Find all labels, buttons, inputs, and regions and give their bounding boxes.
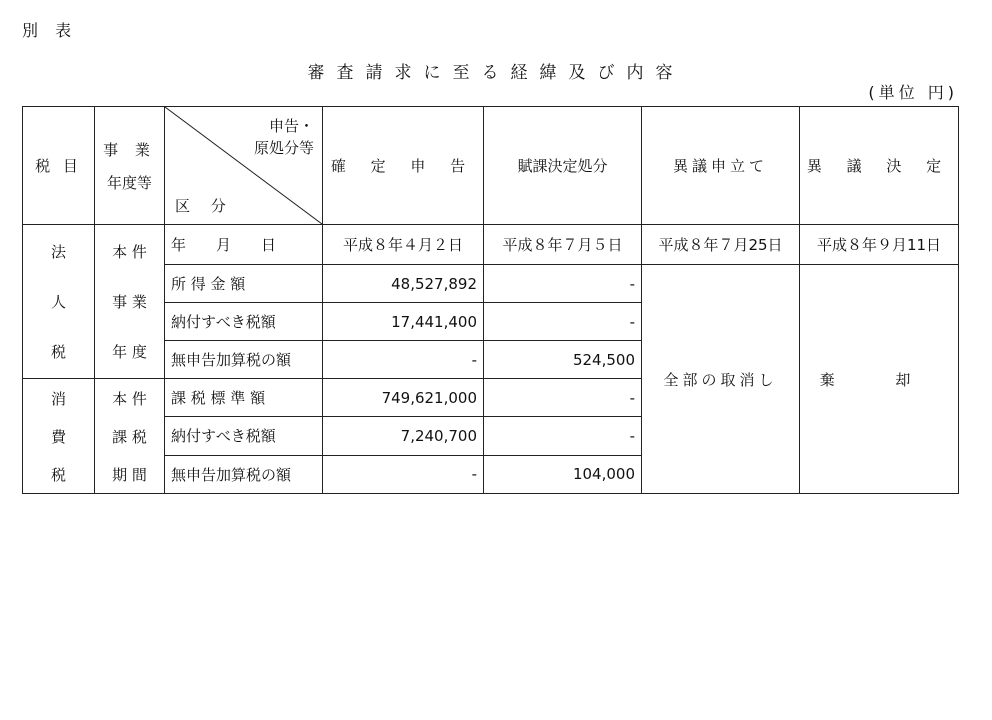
assessment-amount: - [484, 379, 642, 417]
consumption-tax-char: 税 [50, 465, 66, 484]
header-final-return: 確 定 申 告 [323, 107, 484, 225]
consumption-period-mid: 課 税 [112, 427, 147, 446]
consumption-tax-char: 消 [50, 389, 66, 408]
consumption-tax-char: 費 [50, 427, 66, 446]
assessment-date: 平成８年７月５日 [484, 225, 642, 265]
consumption-period-label [95, 379, 165, 494]
corporate-year-mid: 事 業 [112, 293, 147, 311]
assessment-amount: 104,000 [484, 455, 642, 493]
return-date: 平成８年４月２日 [323, 225, 484, 265]
corporate-year-label [95, 225, 165, 379]
corporate-year-top: 本 件 [112, 243, 147, 261]
return-amount: 749,621,000 [323, 379, 484, 417]
header-category-label: 区 分 [175, 197, 234, 215]
document-label: 別 表 [22, 21, 78, 40]
unit-note: (単位 円) [868, 83, 958, 102]
row-label: 無申告加算税の額 [165, 455, 323, 493]
return-amount: - [323, 341, 484, 379]
header-business-year-top: 事 業 [103, 140, 156, 159]
objection-date: 平成８年７月25日 [642, 225, 800, 265]
corporate-tax-char: 法 [50, 243, 66, 261]
header-tax-item-label: 税 目 [35, 157, 82, 175]
assessment-amount: - [484, 417, 642, 455]
header-assessment: 賦課決定処分 [484, 107, 642, 225]
objection-result: 全部の取消し [642, 265, 800, 494]
decision-result: 棄 却 [800, 265, 959, 494]
row-label: 所 得 金 額 [165, 265, 323, 303]
document-title: 審査請求に至る経緯及び内容 [307, 63, 685, 83]
return-amount: 48,527,892 [323, 265, 484, 303]
header-objection: 異議申立て [642, 107, 800, 225]
header-business-year-bottom: 年度等 [106, 173, 152, 192]
consumption-period-top: 本 件 [112, 389, 147, 408]
assessment-amount: - [484, 265, 642, 303]
corporate-tax-char: 税 [50, 343, 66, 361]
header-original-disposition-label: 原処分等 [253, 139, 314, 157]
assessment-amount: - [484, 303, 642, 341]
assessment-amount: 524,500 [484, 341, 642, 379]
history-table [22, 106, 959, 494]
header-tax-item [23, 107, 95, 225]
return-amount: 7,240,700 [323, 417, 484, 455]
row-label: 納付すべき税額 [165, 303, 323, 341]
header-objection-decision: 異 議 決 定 [800, 107, 959, 225]
return-amount: - [323, 455, 484, 493]
corporate-tax-label [23, 225, 95, 379]
return-amount: 17,441,400 [323, 303, 484, 341]
consumption-period-bot: 期 間 [112, 465, 147, 484]
row-label: 納付すべき税額 [165, 417, 323, 455]
date-row-label: 年 月 日 [165, 225, 323, 265]
row-label: 課 税 標 準 額 [165, 379, 323, 417]
header-filing-label: 申告・ [268, 117, 314, 135]
corporate-date-row [23, 225, 959, 265]
corporate-year-bot: 年 度 [112, 343, 147, 361]
header-row [23, 107, 959, 225]
header-business-year [95, 107, 165, 225]
corporate-tax-char: 人 [50, 293, 66, 311]
header-diagonal-cell [165, 107, 323, 225]
decision-date: 平成８年９月11日 [800, 225, 959, 265]
row-label: 無申告加算税の額 [165, 341, 323, 379]
consumption-tax-label [23, 379, 95, 494]
